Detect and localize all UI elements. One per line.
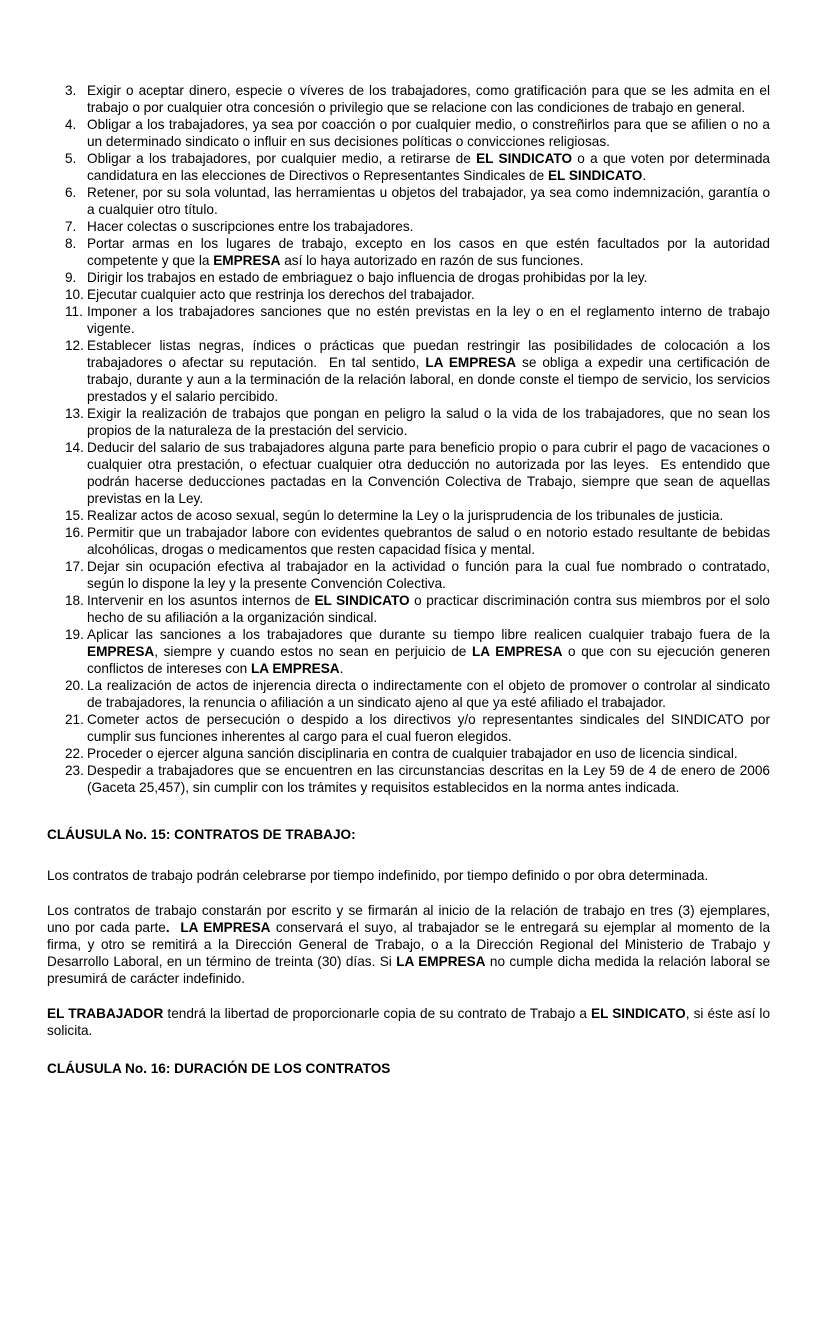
text: Obligar a los trabajadores, por cualquier medio, a retirarse de [87,151,477,166]
list-item-text [87,337,770,405]
list-item-number: 16. [65,525,84,540]
clause-15-paragraph-2 [47,902,770,987]
text: Los contratos de trabajo constarán por escrito y se firmarán al inicio de la relación de trabajo en tres (3) ejemplares, uno por cada parte [47,903,770,935]
list-item-text [87,116,770,150]
text: Ejecutar cualquier acto que restrinja los derechos del trabajador. [87,287,475,302]
list-item-number: 11. [65,304,83,319]
list-item-6 [47,184,770,218]
text: se obliga a expedir una certificación de trabajo, durante y aun a la terminación de la relación laboral, en donde conste el tiempo de servicio, los servicios prestados y el salario percibido. [87,355,770,404]
bold-text: EL SINDICATO [314,593,410,608]
text: Portar armas en los lugares de trabajo, excepto en los casos en que estén facultados por la autoridad competente y que la [87,236,770,268]
text: Dejar sin ocupación efectiva al trabajador en la actividad o función para la cual fue nombrado o contratado, según lo dispone la ley y la presente Convención Colectiva. [87,559,770,591]
list-item-number: 7. [65,219,77,234]
list-item-9 [47,269,770,286]
list-item-number: 21. [65,712,84,727]
text: o practicar discriminación contra sus miembros por el solo hecho de su afiliación a la organización sindical. [87,593,770,625]
clause-15-heading: CLÁUSULA No. 15: CONTRATOS DE TRABAJO: [47,827,356,842]
bold-text: EL SINDICATO [591,1006,686,1021]
list-item-text [87,592,770,626]
list-item-number: 19. [65,627,84,642]
text [170,920,181,935]
list-item-number: 13. [65,406,84,421]
text: Despedir a trabajadores que se encuentren en las circunstancias descritas en la Ley 59 de 4 de enero de 2006 (Gaceta 25,457), sin cumplir con los trámites y requisitos establecidos en la norma antes indicada. [87,763,770,795]
bold-text: EMPRESA [213,253,281,268]
text: conservará el suyo, al trabajador se le entregará su ejemplar al momento de la firma, y otro se remitirá a la Dirección General de Trabajo, o a la Dirección Regional del Ministerio de Trabajo y Desarrollo Laboral, en un término de treinta (30) días. Si [47,920,770,969]
list-item-22 [47,745,770,762]
list-item-number: 18. [65,593,84,608]
list-item-16 [47,524,770,558]
list-item-8 [47,235,770,269]
list-item-number: 10. [65,287,84,302]
list-item-11 [47,303,770,337]
clause-16-heading: CLÁUSULA No. 16: DURACIÓN DE LOS CONTRATOS [47,1061,391,1076]
clause-15-paragraph-1 [47,867,770,884]
list-item-10 [47,286,770,303]
list-item-3 [47,82,770,116]
list-item-number: 4. [65,117,77,132]
list-item-number: 17. [65,559,84,574]
list-item-number: 23. [65,763,84,778]
bold-text: LA EMPRESA [471,644,563,659]
list-item-20 [47,677,770,711]
text: Permitir que un trabajador labore con evidentes quebrantos de salud o en notorio estado resultante de bebidas alcohólicas, drogas o medicamentos que resten capacidad física y mental. [87,525,770,557]
list-item-18 [47,592,770,626]
text: Retener, por su sola voluntad, las herramientas u objetos del trabajador, ya sea como indemnización, garantía o a cualquier otro título. [87,185,770,217]
bold-text: LA EMPRESA [250,661,340,676]
list-item-13 [47,405,770,439]
list-item-number: 3. [65,83,77,98]
bold-text: . [165,920,170,935]
list-item-text [87,677,770,711]
bold-text: EL SINDICATO [476,151,573,166]
list-item-text [87,235,770,269]
bold-text: EL SINDICATO [547,168,643,183]
list-item-23 [47,762,770,796]
list-item-text [87,711,770,745]
list-item-text [87,303,770,337]
list-item-text [87,524,770,558]
text: Obligar a los trabajadores, ya sea por coacción o por cualquier medio, o constreñirlos para que se afilien o no a un determinado sindicato o influir en sus decisiones políticas o convicciones religiosas. [87,117,770,149]
bold-text: LA EMPRESA [425,355,517,370]
list-item-21 [47,711,770,745]
list-item-text [87,626,770,677]
text: La realización de actos de injerencia directa o indirectamente con el objeto de promover o controlar al sindicato de trabajadores, la renuncia o afiliación a un sindicato ajeno al que ya esté afiliado el trabajador. [87,678,770,710]
text: Exigir la realización de trabajos que pongan en peligro la salud o la vida de los trabajadores, que no sean los propios de la naturaleza de la prestación del servicio. [87,406,770,438]
list-item-number: 20. [65,678,84,693]
text: Intervenir en los asuntos internos de [87,593,315,608]
bold-text: EMPRESA [87,644,155,659]
list-item-text [87,558,770,592]
list-item-text [87,762,770,796]
text: Cometer actos de persecución o despido a los directivos y/o representantes sindicales del SINDICATO por cumplir sus funciones inherentes al cargo para el cual fueron elegidos. [87,712,770,744]
text: Aplicar las sanciones a los trabajadores que durante su tiempo libre realicen cualquier trabajo fuera de la [87,627,770,642]
list-item-number: 8. [65,236,77,251]
list-item-17 [47,558,770,592]
prohibitions-list [47,82,770,796]
text: . [339,661,344,676]
text: Imponer a los trabajadores sanciones que no estén previstas en la ley o en el reglamento interno de trabajo vigente. [87,304,770,336]
list-item-number: 15. [65,508,84,523]
list-item-text [87,150,770,184]
text: Los contratos de trabajo podrán celebrarse por tiempo indefinido, por tiempo definido o por obra determinada. [47,868,709,883]
text: Deducir del salario de sus trabajadores alguna parte para beneficio propio o para cubrir el pago de vacaciones o cualquier otra prestación, o efectuar cualquier otra deducción no autorizada por las leyes. Es entendido que podrán hacerse deducciones pactadas en la Convención Colectiva de Trabajo, siempre que sean de aquellas previstas en la Ley. [87,440,770,506]
list-item-text [87,439,770,507]
list-item-number: 22. [65,746,84,761]
text: Dirigir los trabajos en estado de embriaguez o bajo influencia de drogas prohibidas por la ley. [87,270,648,285]
text: o a que voten por determinada candidatura en las elecciones de Directivos o Representantes Sindicales de [87,151,770,183]
list-item-14 [47,439,770,507]
text: Establecer listas negras, índices o prácticas que puedan restringir las posibilidades de colocación a los trabajadores o afectar su reputación. En tal sentido, [87,338,770,370]
text: así lo haya autorizado en razón de sus funciones. [280,253,584,268]
bold-text: EL TRABAJADOR [47,1006,164,1021]
text: , siempre y cuando estos no sean en perjuicio de [154,644,472,659]
list-item-text [87,269,770,286]
text: . [642,168,647,183]
text: tendrá la libertad de proporcionarle copia de su contrato de Trabajo a [163,1006,592,1021]
text: Exigir o aceptar dinero, especie o víveres de los trabajadores, como gratificación para que se les admita en el trabajo o por cualquier otra concesión o privilegio que se relacione con las condiciones de trabajo en general. [87,83,770,115]
list-item-text [87,507,770,524]
text: Hacer colectas o suscripciones entre los trabajadores. [87,219,414,234]
list-item-19 [47,626,770,677]
list-item-number: 6. [65,185,77,200]
list-item-number: 14. [65,440,84,455]
text: Proceder o ejercer alguna sanción disciplinaria en contra de cualquier trabajador en uso de licencia sindical. [87,746,738,761]
list-item-5 [47,150,770,184]
list-item-4 [47,116,770,150]
list-item-number: 9. [65,270,77,285]
text: , si éste así lo solicita. [47,1006,771,1038]
list-item-text [87,286,770,303]
text: no cumple dicha medida la relación laboral se presumirá de carácter indefinido. [47,954,771,986]
clause-15-paragraph-3 [47,1005,770,1039]
list-item-text [87,405,770,439]
list-item-text [87,218,770,235]
list-item-7 [47,218,770,235]
list-item-number: 12. [65,338,84,353]
bold-text: LA EMPRESA [180,920,271,935]
list-item-text [87,745,770,762]
list-item-text [87,184,770,218]
list-item-text [87,82,770,116]
list-item-15 [47,507,770,524]
list-item-12 [47,337,770,405]
list-item-number: 5. [65,151,77,166]
text: o que con su ejecución generen conflictos de intereses con [87,644,770,676]
text: Realizar actos de acoso sexual, según lo determine la Ley o la jurisprudencia de los tribunales de justicia. [87,508,724,523]
bold-text: LA EMPRESA [396,954,486,969]
